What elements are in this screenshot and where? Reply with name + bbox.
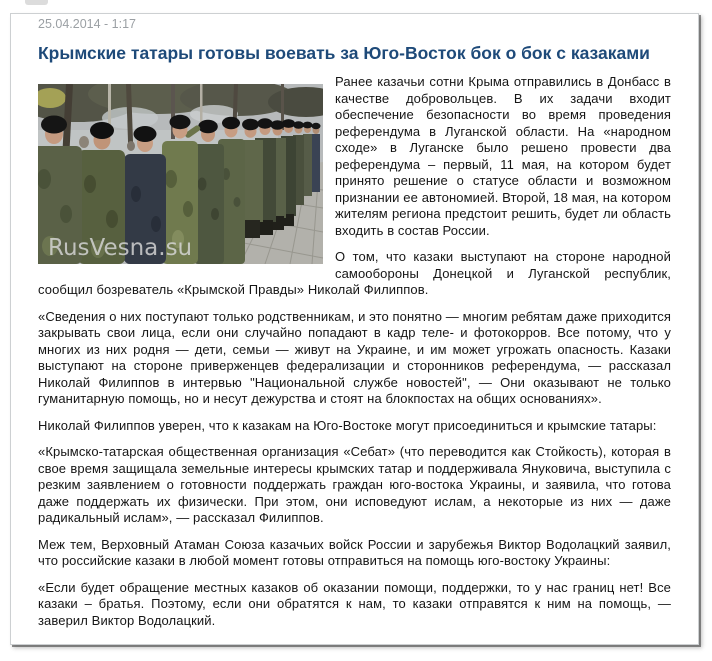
window-corner-fragment xyxy=(25,0,48,5)
background-person xyxy=(127,141,135,151)
article-date: 25.04.2014 - 1:17 xyxy=(38,17,136,31)
article-body xyxy=(38,74,671,629)
article-page xyxy=(10,13,699,645)
article-paragraph: «Если будет обращение местных казаков об оказании помощи, поддержки, то у нас границ нет! Все казаки – братья. Поэтому, если они обратятся к нам, то казаки отправятся к ним на помощь, — заверил Виктор Водолацкий. xyxy=(38,579,671,628)
article-paragraph: Николай Филиппов уверен, что к казакам на Юго-Востоке могут присоединиться и крымские татары: xyxy=(38,417,657,433)
cossacks-photo-illustration xyxy=(38,84,323,264)
article-photo xyxy=(38,84,323,264)
article-paragraph: О том, что казаки выступают на стороне народной самообороны Донецкой и Луганской республик, сообщил бозреватель «Крымской Правды» Николай Филиппов. xyxy=(38,249,671,297)
background-person xyxy=(79,136,89,148)
article-title: Крымские татары готовы воевать за Юго-Восток бок о бок с казаками xyxy=(38,43,650,63)
photo-watermark: RusVesna.su xyxy=(48,235,193,261)
article-paragraph: «Крымско-татарская общественная организация «Себат» (что переводится как Стойкость), которая в свое время защищала земельные интересы крымских татар и поддерживала Януковича, выступила с резким заявлением о готовности поддержать граждан юго-востока Украины, и заявила, что готова даже поддержать их физически. При этом, они исповедуют ислам, а некоторые из них — даже радикальный ислам», — рассказал Филиппов. xyxy=(38,444,671,525)
article-paragraph: Меж тем, Верховный Атаман Союза казачьих войск России и зарубежья Виктор Водолацкий заявил, что российские казаки в любой момент готовы отправиться на помощь юго-востоку Украины: xyxy=(38,536,671,568)
article-paragraph: «Сведения о них поступают только родственникам, и это понятно — многим ребятам даже приходится закрывать свои лица, если они случайно попадают в кадр теле- и фотокорров. Все потому, что у многих из них родня — дети, семьи — живут на Украине, и им может угрожать опасность. Казаки выступают на стороне приверженцев федерализации и сторонников референдума, — рассказал Николай Филиппов в интервью "Национальной службе новостей", — Они оказывают не только гуманитарную помощь, но и несут дежурства и стоят на блокпостах на общих основаниях». xyxy=(38,308,671,406)
article-paragraph: Ранее казачьи сотни Крыма отправились в Донбасс в качестве добровольцев. В их задачи входит обеспечение безопасности во время проведения референдума в Луганской области. На «народном сходе» в Луганске было решено провести два референдума – первый, 11 мая, на котором будет принято решение о статусе области и возможном признании ее автономией. Второй, 18 мая, на котором жителям региона предстоит решить, будет ли область входить в состав России. xyxy=(335,74,671,238)
